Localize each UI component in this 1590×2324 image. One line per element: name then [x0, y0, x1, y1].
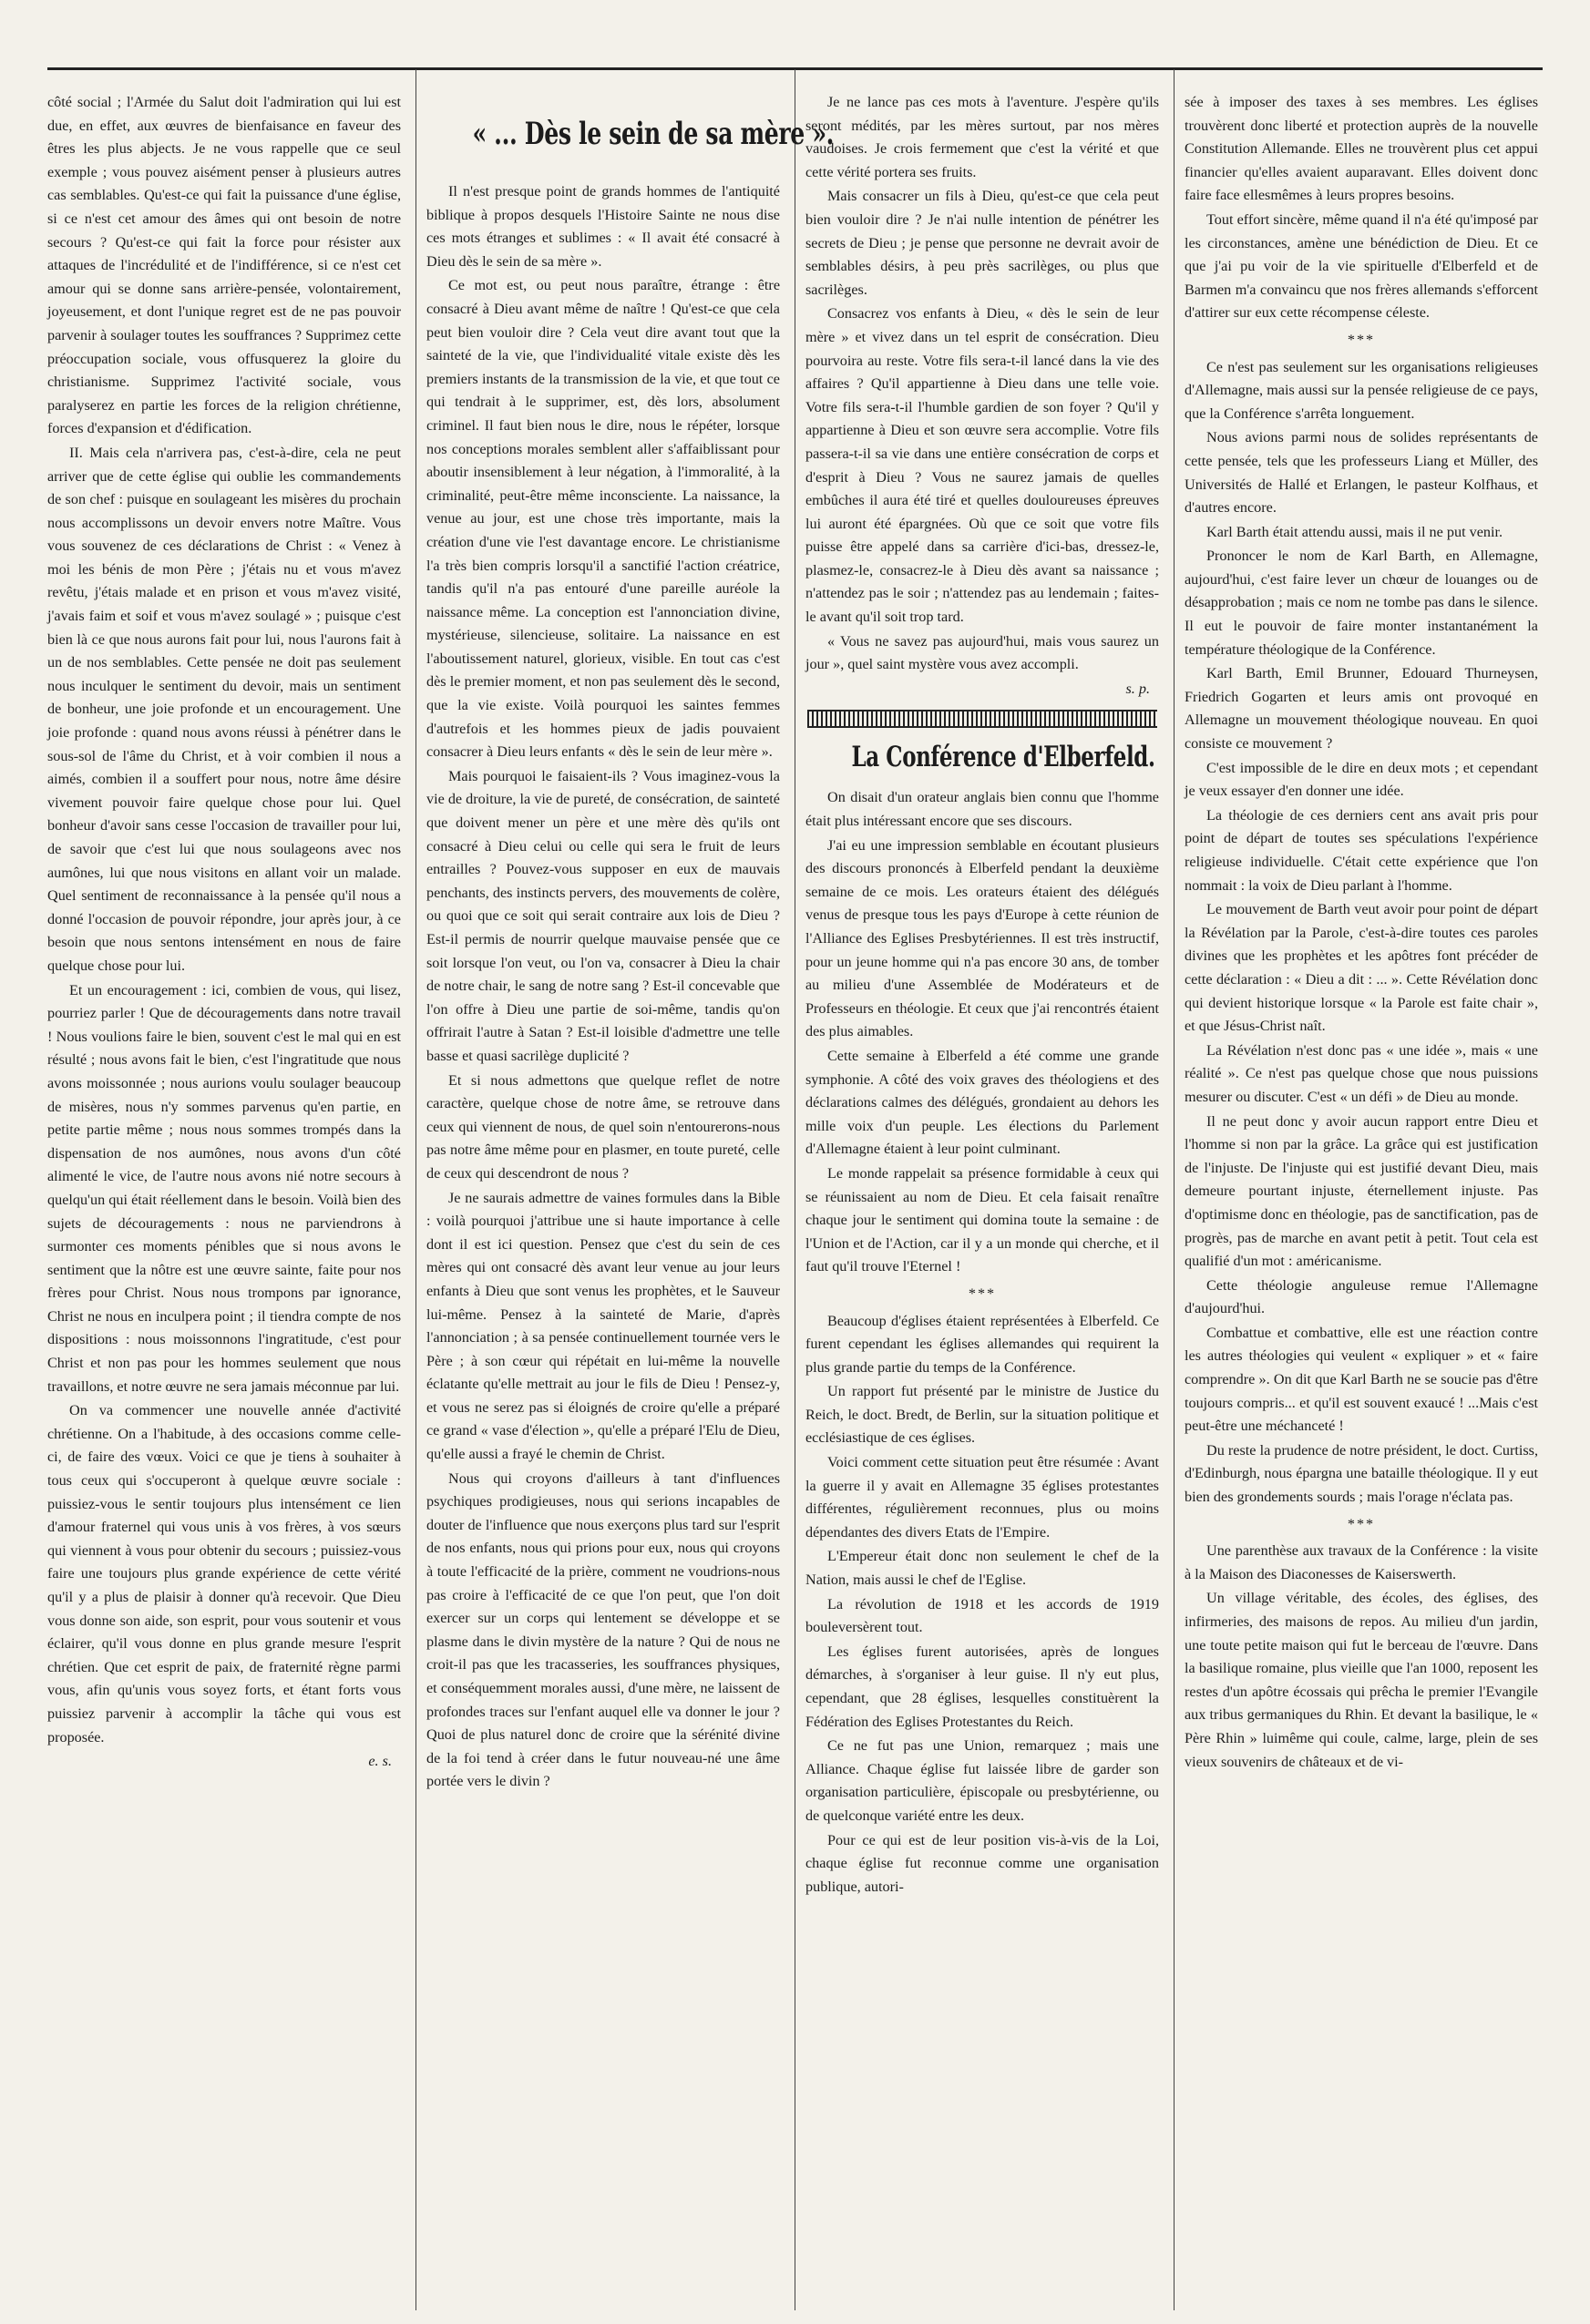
paragraph: Le monde rappelait sa présence formidable à ceux qui se réunissaient au nom de Dieu. Et cela faisait renaître chaque jour le sentiment qui domina toute la semaine : de l'Union et de l'Action, car il y a un monde qui cherche, et il faut qu'il trouve l'Eternel !: [805, 1164, 1159, 1275]
paragraph: Karl Barth, Emil Brunner, Edouard Thurneysen, Friedrich Gogarten et leurs amis ont provoqué en Allemagne un mouvement théologique nouveau. En quoi consiste ce mouvement ?: [1185, 665, 1538, 752]
paragraph: Un village véritable, des écoles, des églises, des infirmeries, des maisons de repos. Au milieu d'un jardin, une toute petite maison qui fut le berceau de l'œuvre. Dans la basilique romaine, plus vieille que l'an 1000, reposent les restes d'un apôtre écossais qui prêcha le premier l'Evangile aux tribus germaniques du Rhin. Et devant la basilique, le « Père Rhin » luimême qui coule, calme, large, plein de ses vieux souvenirs de châteaux et de vi-: [1185, 1590, 1538, 1770]
paragraph: Du reste la prudence de notre président, le doct. Curtiss, d'Edinburgh, nous épargna une bataille théologique. Il y eut bien des grondements sourds ; mais l'orage n'éclata pas.: [1185, 1441, 1538, 1506]
paragraph: Mais consacrer un fils à Dieu, qu'est-ce que cela peut bien vouloir dire ? Je n'ai nulle intention de pénétrer les secrets de Dieu ; je pense que personne ne devrait avoir de semblables désirs, à peu près sacrilèges, ou plus que sacrilèges.: [805, 188, 1159, 298]
paragraph: Et si nous admettons que quelque reflet de notre caractère, quelque chose de notre âme, se retrouve dans ceux qui viennent de nous, de quel soin n'entourerons-nous pas notre âme même pour en plasmer, en toute pureté, celle de ceux qui descendront de nous ?: [426, 1071, 780, 1182]
paragraph: Il ne peut donc y avoir aucun rapport entre Dieu et l'homme si non par la grâce. La grâce qui est justification de l'injuste. De l'injuste qui est justifié devant Dieu, mais demeure pourtant injuste, éternellement injuste. Pas d'optimisme donc en théologie, pas de sanctification, pas de progrès, pas de marche en avant petit à petit. Tout cela est qualifié d'un mot : américanisme.: [1185, 1112, 1538, 1270]
paragraph: Le mouvement de Barth veut avoir pour point de départ la Révélation par la Parole, c'est-à-dire toutes ces paroles divines que les prophètes et les apôtres font précéder de cette déclaration : « Dieu a dit : ... ». Cette Révélation donc qui devient historique lorsque « la Parole est faite chair », et que Jésus-Christ naît.: [1185, 901, 1538, 1035]
column-3: [805, 91, 1159, 2296]
paragraph: Mais pourquoi le faisaient-ils ? Vous imaginez-vous la vie de droiture, la vie de pureté, de consécration, de sainteté que doivent mener un père et une mère dès qu'ils ont consacré à Dieu celui ou celle qui sera le fruit de leurs entrailles ? Pouvez-vous supposer en eux de mauvais penchants, des instincts pervers, des mouvements de colère, ou quoi que ce soit qui serait contraire aux lois de Dieu ? Est-il permis de nourrir quelque mauvaise pensée que ce soit lorsque l'on veut, ou l'on va, consacrer à Dieu la chair de notre chair, le sang de notre sang ? Est-il concevable que l'on offre à Dieu une partie de soi-même, tandis qu'on offrirait l'autre à Satan ? Est-il loisible d'admettre une telle basse et quasi sacrilège duplicité ?: [426, 767, 780, 1064]
article-title: La Conférence d'Elberfeld.: [851, 741, 1155, 774]
paragraph: Une parenthèse aux travaux de la Conférence : la visite à la Maison des Diaconesses de Kaiserswerth.: [1185, 1542, 1538, 1582]
decorative-separator: [807, 710, 1157, 728]
paragraph: Consacrez vos enfants à Dieu, « dès le sein de leur mère » et vivez dans un tel esprit de consécration. Dieu pourvoira au reste. Votre fils sera-t-il lancé dans la vie des affaires ? Qu'il appartienne à Dieu dans une telle voie. Votre fils sera-t-il l'humble gardien de son foyer ? Qu'il y appartienne à Dieu et son œuvre sera accomplie. Votre fils passera-t-il sa vie dans une entière consécration de corps et d'esprit à Dieu ? Vous ne saurez jamais de quelles embûches il aura été tiré et quelles douloureuses épreuves lui auront été épargnées. Où que ce soit que votre fils puisse être appelé dans sa carrière d'ici-bas, dressez-le, plasmez-le, consacrez-le à Dieu dès avant sa naissance ; n'attendez pas le soir ; n'attendez pas au lendemain ; faites-le avant qu'il soit trop tard.: [805, 305, 1159, 626]
section-break: ***: [1347, 1515, 1376, 1532]
paragraph: On disait d'un orateur anglais bien connu que l'homme était plus intéressant encore que ses discours.: [805, 789, 1159, 830]
paragraph: II. Mais cela n'arrivera pas, c'est-à-dire, cela ne peut arriver que de cette église qui oublie les commandements de son chef : puisque en soulageant les misères du prochain nous accomplissons un devoir envers notre Maître. Vous vous souvenez de ces déclarations de Christ : « Venez à moi les bénis de mon Père ; j'étais nu et vous m'avez revêtu, j'étais malade et en prison et vous m'avez visité, j'avais faim et soif et vous m'avez soulagé » ; puisque c'est bien là ce que nous aurons fait pour lui, nous l'aurons fait à un de nos semblables. Cette pensée ne doit pas seulement nous inculquer le sentiment du devoir, mais un sentiment de bonheur, une joie profonde et un encouragement. Une joie profonde : quand nous avons réussi à pénétrer dans le sous-sol de l'âme du Christ, et à voir combien il nous a aimés, combien il a souffert pour nous, notre âme désire vivement pouvoir faire quelque chose pour lui. Quel bonheur d'avoir sans cesse l'occasion de travailler pour lui, de savoir que c'est lui que nous soulageons avec nos aumônes, lui que nous visitons en allant voir un malade. Quel sentiment de reconnaissance à la pensée qu'il nous a donné l'occasion de pouvoir répondre, jour après jour, à ce besoin que nous sentons intensément en nous de faire quelque chose pour lui.: [47, 444, 401, 974]
paragraph: Tout effort sincère, même quand il n'a été qu'imposé par les circonstances, amène une bénédiction de Dieu. Et ce que j'ai pu voir de la vie spirituelle d'Elberfeld et de Barmen m'a convaincu que nos frères allemands s'efforcent d'attirer sur eux cette récompense céleste.: [1185, 210, 1538, 322]
paragraph: Nous qui croyons d'ailleurs à tant d'influences psychiques prodigieuses, nous qui serions incapables de douter de l'influence que nous exerçons plus tard sur l'esprit de nos enfants, nous qui prions pour eux, nous qui croyons à toute l'efficacité de la prière, comment ne voudrions-nous pas croire à l'efficacité de ce que l'on peut, que l'on doit exercer sur un corps qui lentement se développe et se plasme dans le divin mystère de la nature ? Qui de nous ne croit-il pas que les tracasseries, les souffrances physiques, et conséquemment morales aussi, d'une mère, ne laissent de profondes traces sur l'enfant auquel elle va donner le jour ? Quoi de plus naturel donc de croire que la sérénité divine de la foi tend à créer dans le futur nouveau-né une âme portée vers le divin ?: [426, 1469, 780, 1790]
paragraph: C'est impossible de le dire en deux mots ; et cependant je veux essayer d'en donner une idée.: [1185, 759, 1538, 800]
paragraph: La théologie de ces derniers cent ans avait pris pour point de départ de toutes ses spéculations l'expérience religieuse individuelle. C'était cette expérience que l'on nommait : la voix de Dieu parlant à l'homme.: [1185, 806, 1538, 894]
section-break: ***: [1347, 331, 1376, 348]
article-title: « ... Dès le sein de sa mère ».: [472, 116, 835, 152]
paragraph: côté social ; l'Armée du Salut doit l'admiration qui lui est due, en effet, aux œuvres de bienfaisance en faveur des êtres les plus abjects. Je ne vous rappelle que ce seul exemple ; vous pouvez aisément penser à plusieurs autres cas semblables. Qu'est-ce qui fait la puissance d'une église, si ce n'est cet amour des âmes qui ont besoin de notre secours ? Qu'est-ce qui fait la force pour résister aux attaques de l'incrédulité et de l'indifférence, si ce n'est cet amour qui se donne sans arrière-pensée, volontairement, joyeusement, et dont l'unique regret est de ne pas pouvoir parvenir à soulager toutes les souffrances ? Supprimez cette préoccupation sociale, vous offusquerez la gloire du christianisme. Supprimez l'activité sociale, vous paralyserez en partie les forces de la religion chrétienne, forces d'expansion et d'édification.: [47, 94, 401, 437]
signature: e. s.: [368, 1753, 392, 1770]
paragraph: Je ne saurais admettre de vaines formules dans la Bible : voilà pourquoi j'attribue une si haute importance à celle dont il est ici question. Pensez que c'est du sein de ces mères qui ont consacré dès avant leur venue au jour leurs enfants à Dieu que sont venus les prophètes, et le Sauveur lui-même. Pensez à la sainteté de Marie, d'après l'annonciation ; à sa pensée continuellement tournée vers le Père ; à son cœur qui répétait en lui-même la nouvelle éclatante qu'elle mettrait au jour le fils de Dieu ! Pensez-y, et vous ne serez pas si éloignés de croire qu'elle a préparé ce grand « vase d'élection », qu'elle a préparé l'Elu de Dieu, qu'elle aussi a frayé le chemin de Christ.: [426, 1189, 780, 1463]
paragraph: Pour ce qui est de leur position vis-à-vis de la Loi, chaque église fut reconnue comme une organisation publique, autori-: [805, 1831, 1159, 1895]
column-4: [1185, 91, 1538, 2296]
column-divider: [415, 69, 416, 2310]
paragraph: Combattue et combattive, elle est une réaction contre les autres théologies qui veulent « expliquer » et « faire comprendre ». On dit que Karl Barth ne se soucie pas d'être toujours compris... et qu'il est souvent exaucé ! ...Mais c'est peut-être une méchanceté !: [1185, 1324, 1538, 1435]
paragraph: L'Empereur était donc non seulement le chef de la Nation, mais aussi le chef de l'Eglise.: [805, 1548, 1159, 1589]
paragraph: Ce n'est pas seulement sur les organisations religieuses d'Allemagne, mais aussi sur la pensée religieuse de ce pays, que la Conférence s'arrêta longuement.: [1185, 358, 1538, 422]
paragraph: sée à imposer des taxes à ses membres. Les églises trouvèrent donc liberté et protection auprès de la nouvelle Constitution Allemande. Elles ne trouvèrent plus cet appui financier qu'elles avaient auparavant. Elles doivent donc faire face ellesmêmes à leurs propres besoins.: [1185, 94, 1538, 204]
column-2: [426, 91, 835, 2296]
paragraph: Je ne lance pas ces mots à l'aventure. J'espère qu'ils seront médités, par les mères surtout, par nos mères vaudoises. Je crois fermement que c'est la vérité et que cette vérité portera ses fruits.: [805, 94, 1159, 180]
paragraph: Les églises furent autorisées, après de longues démarches, à s'organiser à leur guise. Il n'y eut plus, cependant, que 28 églises, lesquelles constituèrent la Fédération des Eglises Protestantes du Reich.: [805, 1643, 1159, 1730]
paragraph: La Révélation n'est donc pas « une idée », mais « une réalité ». Ce n'est pas quelque chose que nous puissions mesurer ou discuter. C'est « un défi » de Dieu au monde.: [1185, 1041, 1538, 1105]
paragraph: Karl Barth était attendu aussi, mais il ne put venir.: [1206, 523, 1503, 540]
paragraph: Et un encouragement : ici, combien de vous, qui lisez, pourriez parler ! Que de découragements dans notre travail ! Nous voulions faire le bien, souvent c'est le mal qui en est résulté ; nous avons fait le bien, c'est l'ingratitude que nous avons moissonnée ; nous aurions voulu soulager beaucoup de misères, nous n'y sommes parvenus qu'en partie, en petite partie même ; nous nous sommes trompés dans la dispensation de nos aumônes, nous avons d'un côté alimenté le vice, de l'autre nous avons nié notre secours à quelqu'un qui était réellement dans le besoin. Voilà bien des sujets de découragements : nous ne parviendrons à surmonter ces moments pénibles que si nous avons le sentiment que la nôtre est une œuvre sainte, faite pour nos frères pour Christ. Nous nous trompons par ignorance, Christ ne nous en inculpera point ; il tiendra compte de nos dispositions : nous moissonnons l'ingratitude, c'est pour Christ et non pas pour les hommes seulement que nous travaillons, et notre œuvre ne sera jamais méconnue par lui.: [47, 981, 401, 1395]
paragraph: On va commencer une nouvelle année d'activité chrétienne. On a l'habitude, à des occasions comme celle-ci, de faire des vœux. Voici ce que je tiens à souhaiter à tous ceux qui s'occuperont à quelque œuvre sociale : puissiez-vous le sentir toujours plus intensément ce lien d'amour fraternel qui vous unis à vos frères, à vos sœurs qui viennent à vous pour obtenir du secours ; puissiez-vous faire une toujours plus grande expérience de cette vérité qu'il y a plus de plaisir à donner qu'à recevoir. Que Dieu vous donne son aide, son esprit, pour vous soutenir et vous éclairer, qu'il vous donne en plus grande mesure l'esprit chrétien. Que cet esprit de paix, de fraternité règne parmi vous, afin qu'unis vous soyez forts, et étant forts vous puissiez parvenir à accomplir la tâche qui vous est proposée.: [47, 1402, 401, 1746]
section-break: ***: [968, 1285, 997, 1302]
column-1: [47, 91, 401, 2296]
paragraph: Cette théologie anguleuse remue l'Allemagne d'aujourd'hui.: [1185, 1276, 1538, 1317]
paragraph: Ce ne fut pas une Union, remarquez ; mais une Alliance. Chaque église fut laissée libre de garder son organisation particulière, épiscopale ou presbytérienne, ou de quelconque variété entre les deux.: [805, 1737, 1159, 1824]
paragraph: Prononcer le nom de Karl Barth, en Allemagne, aujourd'hui, c'est faire lever un chœur de louanges ou de désapprobation ; mais ce nom ne tombe pas dans le silence. Il eut le pouvoir de faire monter instantanément la température théologique de la Conférence.: [1185, 548, 1538, 658]
paragraph: Cette semaine à Elberfeld a été comme une grande symphonie. A côté des voix graves des théologiens et des déclarations calmes des délégués, grondaient au dehors les mille voix d'un peuple. Les élections du Parlement d'Allemagne étaient à leur point culminant.: [805, 1047, 1159, 1158]
paragraph: « Vous ne savez pas aujourd'hui, mais vous saurez un jour », quel saint mystère vous avez accompli.: [805, 632, 1159, 673]
paragraph: Beaucoup d'églises étaient représentées à Elberfeld. Ce furent cependant les églises allemandes qui requirent la plus grande partie du temps de la Conférence.: [805, 1312, 1159, 1376]
paragraph: J'ai eu une impression semblable en écoutant plusieurs des discours prononcés à Elberfeld pendant la deuxième semaine de ce mois. Les orateurs étaient des délégués venus de presque tous les pays d'Europe à cette réunion de l'Alliance des Eglises Presbytériennes. Il est très instructif, pour un jeune homme qui n'a pas encore 30 ans, de tomber au milieu d'une Assemblée de Modérateurs et de Professeurs en théologie. Et ceux que j'ai rencontrés étaient des plus aimables.: [805, 836, 1159, 1040]
paragraph: Voici comment cette situation peut être résumée : Avant la guerre il y avait en Allemagne 35 églises protestantes différentes, régulièrement reconnues, plus ou moins dépendantes des divers Etats de l'Empire.: [805, 1454, 1159, 1541]
paragraph: La révolution de 1918 et les accords de 1919 bouleversèrent tout.: [805, 1595, 1159, 1636]
signature: s. p.: [1125, 680, 1150, 697]
paragraph: Ce mot est, ou peut nous paraître, étrange : être consacré à Dieu avant même de naître ! Qu'est-ce que cela peut bien vouloir dire ? Cela veut dire avant tout que la sainteté de la vie, que l'individualité vitale existe dès les premiers instants de la transmission de la vie, et que tout ce qui tendrait à le supprimer, est, dès lors, absolument criminel. Il faut bien nous le dire, nous le répéter, lorsque nos conceptions morales semblent aller s'affaiblissant pour aboutir insensiblement à leur négation, à l'immoralité, à la criminalité, peut-être même inconsciente. La naissance, la venue au jour, est une chose très importante, mais la création d'une vie l'est davantage encore. Le christianisme l'a très bien compris lorsqu'il a sanctifié l'action créatrice, tandis qu'il n'a pas entouré d'une pareille auréole la naissance même. La conception est l'annonciation divine, mystérieuse, silencieuse, solitaire. La naissance en est l'aboutissement naturel, glorieux, visible. En tout cas c'est dès le premier moment, et non pas seulement dès le second, que la vie existe. Voilà pourquoi les saintes femmes d'autrefois et les hommes pieux de jadis pouvaient consacrer à Dieu leurs enfants « dès le sein de leur mère ».: [426, 277, 780, 761]
column-divider: [1174, 69, 1175, 2310]
paragraph: Un rapport fut présenté par le ministre de Justice du Reich, le doct. Bredt, de Berlin, sur la situation politique et ecclésiastique de ces églises.: [805, 1383, 1159, 1447]
paragraph: Nous avions parmi nous de solides représentants de cette pensée, tels que les professeurs Liang et Müller, des Universités de Hallé et Erlangen, le pasteur Kolfhaus, et d'autres encore.: [1185, 429, 1538, 517]
paragraph: Il n'est presque point de grands hommes de l'antiquité biblique à propos desquels l'Histoire Sainte ne nous dise ces mots étranges et sublimes : « Il avait été consacré à Dieu dès le sein de sa mère ».: [426, 183, 780, 270]
